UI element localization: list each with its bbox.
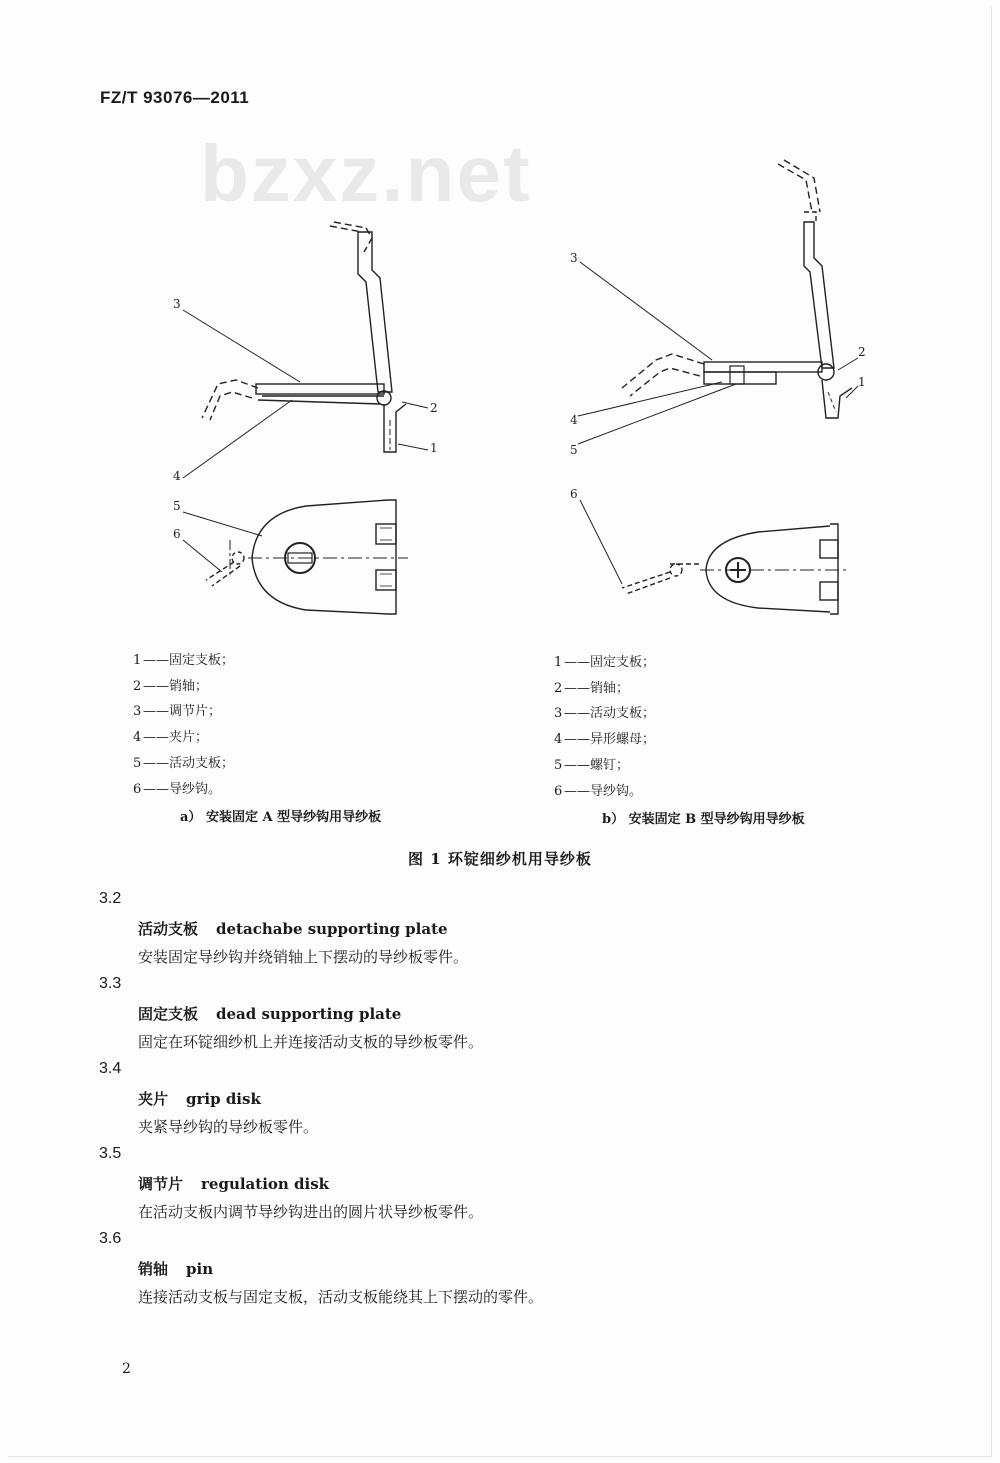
a-horizontal-plate (256, 384, 384, 394)
legend-b-item: 6 ——导纱钩。 (554, 783, 643, 799)
legend-a-item: 4 ——夹片； (133, 730, 209, 746)
a-callout-2: 2 (430, 401, 438, 415)
legend-a-item: 2 ——销轴； (133, 678, 209, 694)
b-upright-plate (804, 222, 834, 368)
clause-number: 3.6 (99, 1230, 122, 1247)
figure-b-side-view (570, 160, 866, 457)
b-slot-upper (820, 540, 838, 558)
clause-number: 3.3 (99, 975, 122, 992)
legend-a (133, 648, 234, 802)
clause-term: 固定支板 dead supporting plate (138, 1005, 402, 1023)
b-callout-6: 6 (570, 487, 578, 501)
a-callout-5: 5 (173, 499, 181, 513)
document-number: FZ/T 93076—2011 (100, 88, 250, 107)
b-slot-lower (820, 582, 838, 600)
figure-1-drawing (0, 0, 1000, 640)
legend-b-item: 1 ——固定支板； (554, 655, 656, 670)
b-hook-dashed (622, 354, 704, 396)
clause-definition: 安装固定导纱钩并绕销轴上下摆动的导纱板零件。 (138, 948, 469, 966)
b-hook-eye (670, 564, 682, 576)
a-upright-hook-dashed (330, 222, 366, 232)
clause-number: 3.4 (99, 1060, 122, 1077)
b-callout-1: 1 (858, 375, 866, 389)
page-number: 2 (122, 1361, 131, 1377)
watermark: bzxz.net (200, 129, 532, 218)
b-callout-5: 5 (570, 443, 578, 457)
legend-b (554, 650, 655, 804)
a-callout-6: 6 (173, 527, 181, 541)
a-grip-disk (258, 400, 380, 404)
b-horizontal-plate (704, 362, 822, 372)
legend-a-item: 1 ——固定支板； (133, 653, 235, 668)
b-callout-4: 4 (570, 413, 578, 427)
legend-b-item: 3 ——活动支板； (554, 706, 656, 722)
clause-term: 夹片 grip disk (138, 1090, 261, 1108)
clause-number: 3.5 (99, 1145, 122, 1162)
legend-a-item: 3 ——调节片； (133, 704, 222, 720)
legend-a-item: 6 ——导纱钩。 (133, 781, 222, 797)
clause-number: 3.2 (99, 890, 122, 907)
clause-term: 销轴 pin (138, 1260, 214, 1278)
b-fixed-bracket (822, 380, 852, 418)
legend-b-item: 5 ——螺钉； (554, 757, 630, 773)
figure-caption: 图 1 环锭细纱机用导纱板 (408, 850, 592, 868)
b-plate-outline (706, 526, 830, 612)
figure-a-side-view (173, 222, 438, 483)
b-shaped-nut (704, 372, 776, 384)
a-callout-3: 3 (173, 297, 181, 311)
clause-definition: 固定在环锭细纱机上并连接活动支板的导纱板零件。 (138, 1033, 484, 1051)
b-callout-2: 2 (858, 345, 866, 359)
a-callout-4: 4 (173, 469, 181, 483)
a-callout-1: 1 (430, 441, 438, 455)
figure-a-plan-view (173, 499, 408, 614)
clause-definition: 在活动支板内调节导纱钩进出的圆片状导纱板零件。 (138, 1203, 484, 1221)
a-hook-dashed (202, 380, 258, 420)
figure-b-plan-view (570, 487, 846, 614)
caption-b: b） 安装固定 B 型导纱钩用导纱板 (602, 812, 805, 827)
a-upright-plate (358, 232, 392, 392)
legend-a-item: 5 ——活动支板； (133, 755, 235, 771)
b-upright-hook-dashed (778, 160, 820, 212)
a-slot-lower (376, 570, 396, 590)
clause-definition: 连接活动支板与固定支板，活动支板能绕其上下摆动的零件。 (138, 1288, 544, 1306)
clause-term: 活动支板 detachabe supporting plate (138, 920, 448, 938)
legend-b-item: 2 ——销轴； (554, 680, 630, 696)
clause-definition: 夹紧导纱钩的导纱板零件。 (138, 1118, 319, 1136)
b-callout-3: 3 (570, 251, 578, 265)
b-screw (730, 366, 744, 384)
a-slot-upper (376, 524, 396, 544)
clause-term: 调节片 regulation disk (138, 1175, 330, 1193)
a-plate-outline (252, 500, 388, 614)
legend-b-item: 4 ——异形螺母； (554, 732, 656, 748)
caption-a: a） 安装固定 A 型导纱钩用导纱板 (180, 810, 382, 825)
